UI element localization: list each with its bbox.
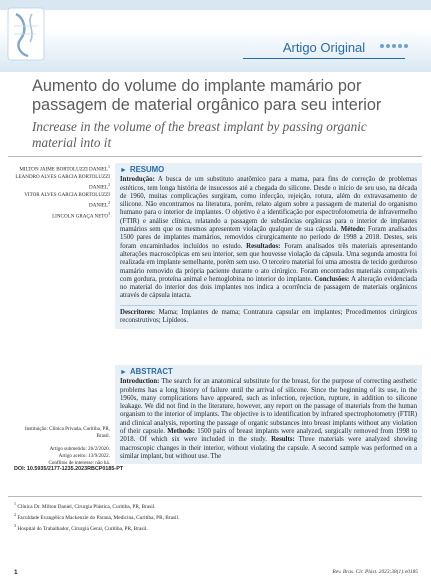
author: LEANDRO ALVES GARCIA BORTOLUZZI DANIEL$^2$: [15, 173, 110, 191]
affiliation: $^1$ Clínica Dr. Milton Daniel, Cirurgia Plástica, Curitiba, PR, Brasil.: [14, 501, 156, 510]
author: MILTON JAIME BORTOLUZZI DANIEL$^1$: [19, 164, 110, 173]
abstract-text: Introduction: The search for an anatomical substitute for the breast, for the purpose of correcting aesthetic problems has a long history of failure until the arrival of silicone. Since the beginning of its use, in the 1960s, many complications have appeared, such as infection, rejection, rupture, in addition to silicone leakage. We did not find in the literature, however, any report on the passage of materials from the human organism to the interior of implants. The objective is to identification by infrared spectrophotometry (FTIR) and clinical analysis, reporting the passage of organic substances into breast implants without any violation of their capsule. Methods: 1500 pairs of breast implants were analyzed, surgically removed from 1998 to 2018. Of which six were included in the study. Results: Three materials were analyzed showing macroscopic changes in their interior, without violating the capsule. A second sample was performed on a similar implant, but without use. The: [120, 378, 418, 460]
footer-separator: [8, 496, 422, 497]
abstract-heading: ► ABSTRACT: [120, 367, 173, 376]
sbcp-logo-icon: [6, 4, 46, 64]
header-top-stripe: [0, 0, 431, 10]
author: LINCOLN GRAÇA NETO$^3$: [52, 211, 110, 220]
conflict-of-interest: Conflitos de interesse: não há.: [48, 460, 110, 466]
title-separator: [8, 156, 422, 157]
resumo-box: [115, 163, 422, 329]
journal-reference: Rev. Bras. Cir. Plást. 2023;38(1):e0185: [332, 569, 418, 575]
section-label: Artigo Original: [282, 39, 366, 55]
decorative-dots-icon: [380, 44, 408, 48]
arrow-right-icon: ►: [120, 167, 127, 174]
resumo-heading: ► RESUMO: [120, 165, 165, 174]
article-title-pt: Aumento do volume do implante mamário por passagem de material orgânico para seu interior: [32, 77, 382, 114]
affiliation: $^3$ Hospital do Trabalhador, Cirurgia Geral, Curitiba, PR, Brasil.: [14, 522, 148, 532]
abstract-box: [115, 365, 422, 464]
keywords: Descritores: Mama; Implantes de mama; Contratura capsular em implantes; Procedimentos cirúrgicos reconstrutivos; Lipídeos.: [120, 305, 417, 326]
badge-underline: [243, 58, 405, 59]
author-list: [14, 163, 110, 221]
page-number: 1: [14, 569, 18, 576]
institution: Instituição: Clínica Privada, Curitiba, PR, Brasil.: [24, 426, 110, 439]
arrow-right-icon: ►: [120, 369, 127, 376]
article-dates: Artigo submetido: 26/2/2020. Artigo aceito: 13/9/2022.: [49, 446, 110, 459]
affiliation: $^2$ Faculdade Evangélica Mackenzie do Paraná, Medicina, Curitiba, PR, Brasil.: [14, 511, 180, 521]
doi: DOI: 10.5935/2177-1235.2023RBCP0185-PT: [14, 466, 124, 472]
affiliations: [14, 500, 314, 532]
article-title-en: Increase in the volume of the breast implant by passing organic material into it: [32, 119, 367, 150]
author: VITOR ALVES GARCIA BORTOLUZZI DANIEL$^2$: [24, 191, 110, 209]
resumo-text: Introdução: A busca de um substituto anatômico para a mama, para fins de correção de problemas estéticos, tem longa história de insucessos até a chegada do silicone. Desde o início de seu uso, na década de 1960, muitas complicações surgiram, como infecção, rejeição, rotura, além do extravasamento de silicone. Não encontramos na literatura, porém, relato algum sobre a passagem de material do organismo humano para o interior de implantes. O objetivo é a identificação por espectrofotometria de infravermelho (FTIR) e análise clínica, relatando a passagem de substâncias orgânicas para o interior de implantes mamários sem que os mesmos apresentem violação qualquer de sua cápsula. Método: Foram analisados 1500 pares de implantes mamários, removidos cirurgicamente no período de 1998 a 2018. Destes, seis foram encaminhados incluídos no estudo. Resultados: Foram analisados três materiais apresentando alterações macroscópicas em seu interior, sem que houvesse violação da cápsula. Uma segunda amostra foi realizada em implante semelhante, porém sem uso. O terceiro material foi uma amostra de tecido gorduroso mamário removido da própria paciente durante o ato cirúrgico. Foram encontrados materiais compatíveis com gordura, proteína animal e hemoglobina no interior do implante. Conclusões: A alteração evidenciada no material do interior dos dois implantes nos indica a ocorrência de passagem de materiais orgânicos através de cápsula intacta.: [120, 176, 418, 300]
